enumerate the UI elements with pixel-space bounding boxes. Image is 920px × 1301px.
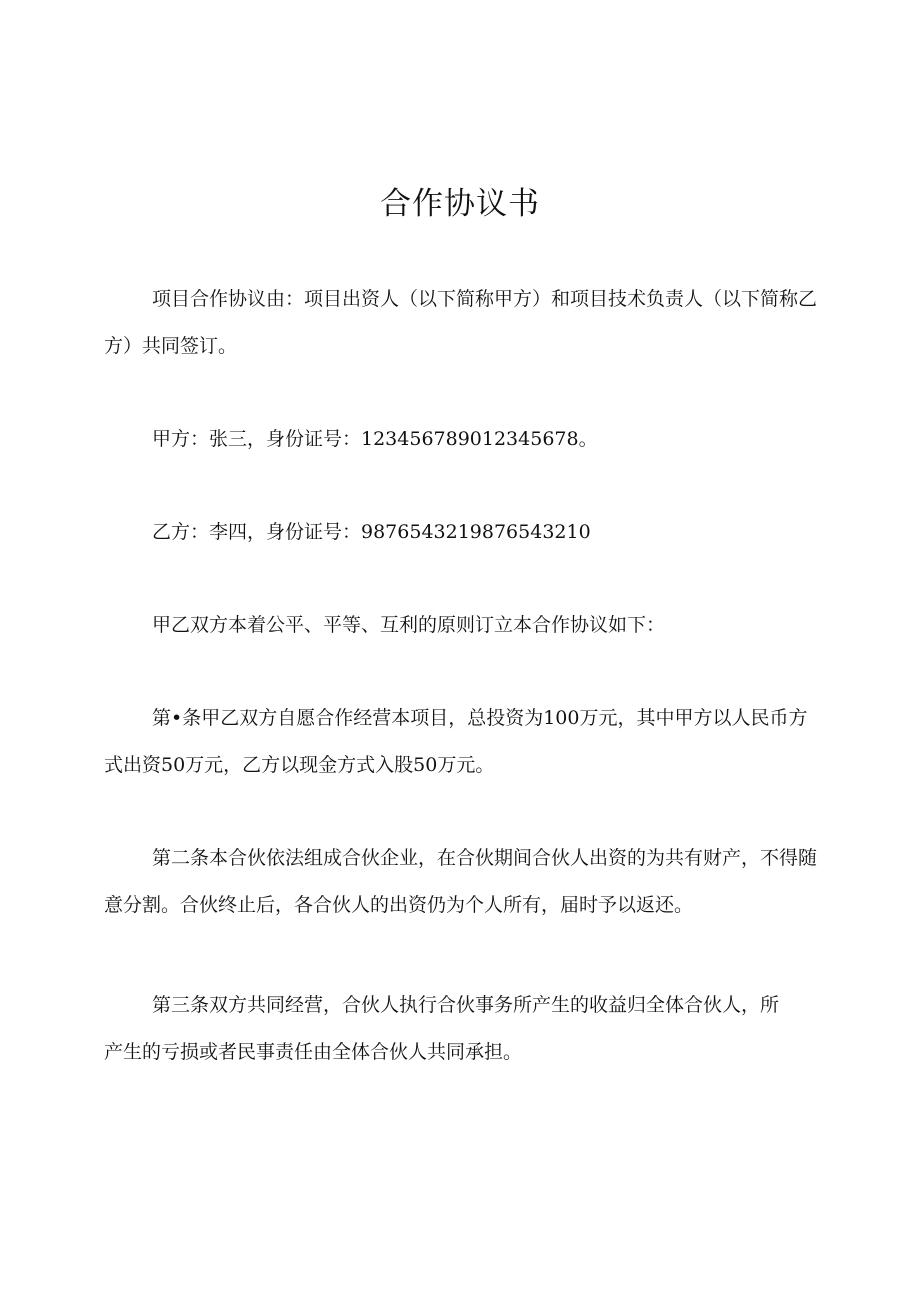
article-2-paragraph: 第二条本合伙依法组成合伙企业，在合伙期间合伙人出资的为共有财产，不得随意分割。合伙终止后，各合伙人的出资仍为个人所有，届时予以返还。	[104, 847, 818, 916]
party-b-paragraph: 乙方：李四，身份证号：9876543219876543210	[152, 521, 591, 543]
document-title: 合作协议书	[380, 186, 540, 222]
article-1-paragraph: 第•条甲乙双方自愿合作经营本项目，总投资为100万元，其中甲方以人民币方式出资50万元，乙方以现金方式入股50万元。	[104, 707, 808, 776]
intro-paragraph: 项目合作协议由：项目出资人（以下简称甲方）和项目技术负责人（以下简称乙方）共同签订。	[104, 288, 818, 357]
party-a-paragraph: 甲方：张三，身份证号：123456789012345678。	[152, 428, 598, 450]
principles-paragraph: 甲乙双方本着公平、平等、互利的原则订立本合作协议如下：	[152, 614, 666, 636]
article-3-paragraph: 第三条双方共同经营，合伙人执行合伙事务所产生的收益归全体合伙人，所产生的亏损或者民事责任由全体合伙人共同承担。	[104, 994, 780, 1063]
